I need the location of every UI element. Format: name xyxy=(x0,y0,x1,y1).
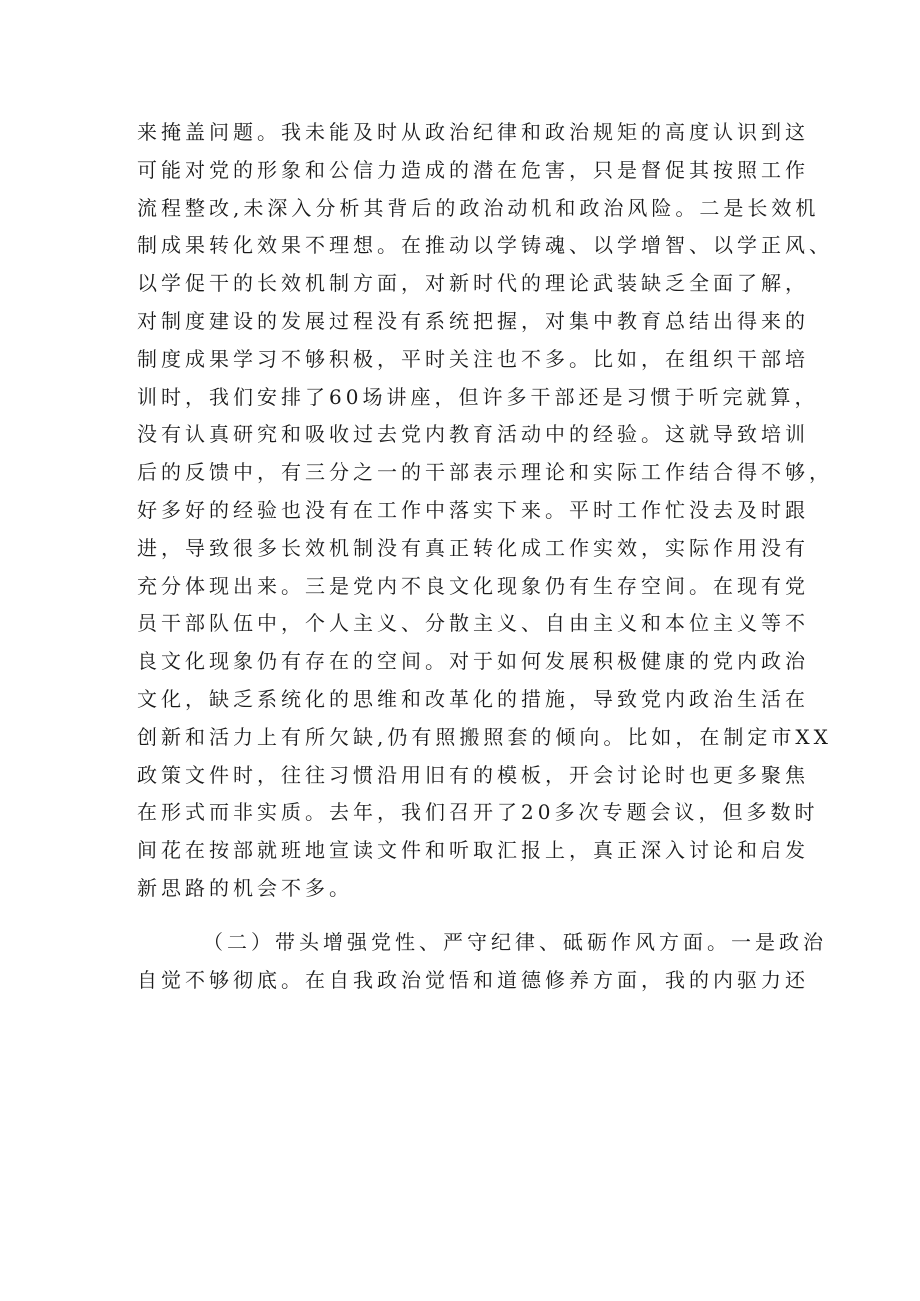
text-line: 政策文件时，往往习惯沿用旧有的模板，开会讨论时也更多聚焦 xyxy=(137,762,809,787)
section-heading-line: （二）带头增强党性、严守纪律、砥砺作风方面。一是政治 xyxy=(203,929,827,954)
document-body xyxy=(137,114,833,999)
text-line: 良文化现象仍有存在的空间。对于如何发展积极健康的党内政治 xyxy=(137,649,809,674)
text-line: 后的反馈中，有三分之一的干部表示理论和实际工作结合得不够， xyxy=(137,460,833,485)
text-line: 流程整改,未深入分析其背后的政治动机和政治风险。二是长效机 xyxy=(137,195,820,220)
text-line: 训时，我们安排了60场讲座，但许多干部还是习惯于听完就算， xyxy=(137,384,819,409)
text-line: 制成果转化效果不理想。在推动以学铸魂、以学增智、以学正风、 xyxy=(137,233,833,258)
text-line: 进，导致很多长效机制没有真正转化成工作实效，实际作用没有 xyxy=(137,535,809,560)
text-line: 创新和活力上有所欠缺,仍有照搬照套的倾向。比如，在制定市XX xyxy=(137,724,832,749)
text-line: 在形式而非实质。去年，我们召开了20多次专题会议，但多数时 xyxy=(137,800,819,825)
text-line: 文化，缺乏系统化的思维和改革化的措施，导致党内政治生活在 xyxy=(137,686,809,711)
text-line: 制度成果学习不够积极，平时关注也不多。比如，在组织干部培 xyxy=(137,346,809,371)
paragraph-spacing xyxy=(137,908,797,924)
text-line: 没有认真研究和吸收过去党内教育活动中的经验。这就导致培训 xyxy=(137,422,809,447)
text-line: 员干部队伍中，个人主义、分散主义、自由主义和本位主义等不 xyxy=(137,611,809,636)
paragraph-1 xyxy=(137,114,833,908)
text-line: 对制度建设的发展过程没有系统把握，对集中教育总结出得来的 xyxy=(137,308,809,333)
text-line: 可能对党的形象和公信力造成的潜在危害，只是督促其按照工作 xyxy=(137,157,809,182)
text-line: 好多好的经验也没有在工作中落实下来。平时工作忙没去及时跟 xyxy=(137,497,809,522)
text-line: 自觉不够彻底。在自我政治觉悟和道德修养方面，我的内驱力还 xyxy=(137,967,809,992)
text-line: 间花在按部就班地宣读文件和听取汇报上，真正深入讨论和启发 xyxy=(137,838,809,863)
text-line: 充分体现出来。三是党内不良文化现象仍有生存空间。在现有党 xyxy=(137,573,809,598)
paragraph-2 xyxy=(137,924,827,1000)
text-line: 来掩盖问题。我未能及时从政治纪律和政治规矩的高度认识到这 xyxy=(137,120,809,144)
text-line: 以学促干的长效机制方面，对新时代的理论武装缺乏全面了解， xyxy=(137,271,809,296)
text-line: 新思路的机会不多。 xyxy=(137,875,353,900)
